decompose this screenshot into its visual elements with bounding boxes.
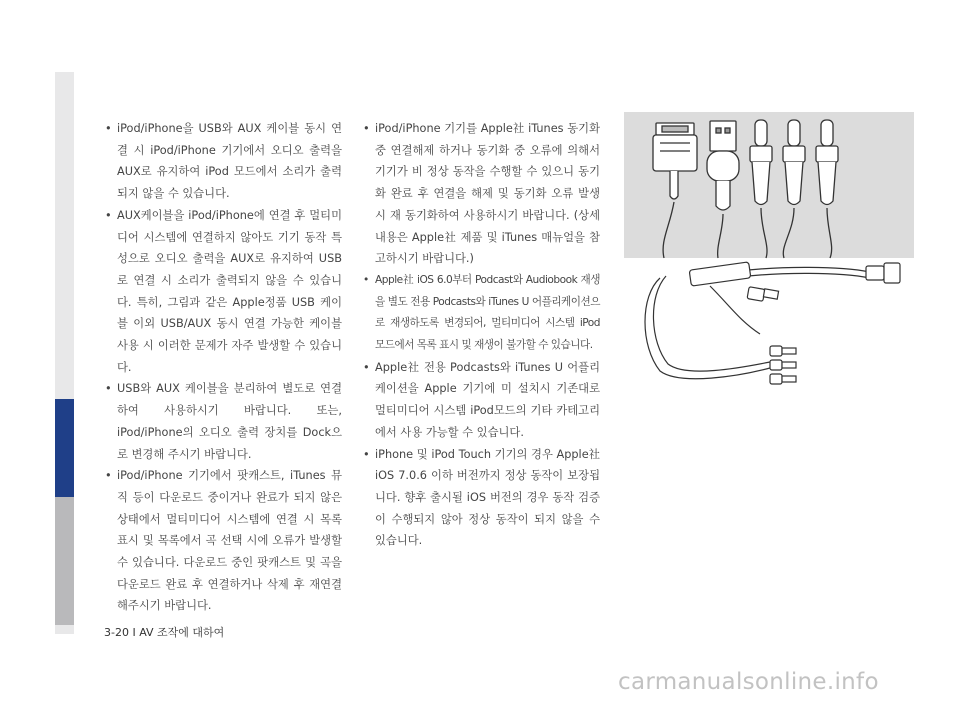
ipod-usb-av-cable-icon: [620, 106, 920, 416]
chapter-tab-next: [55, 497, 74, 625]
right-bullet-1: • iPod/iPhone 기기를 Apple社 iTunes 동기화 중 연결해제 하거나 동기화 중 오류에 의해서 기기가 비 정상 동작을 수행할 수 있으니 동기화 완료 후 연결을 해제 및 동기화 오류 발생시 재 동기화하여 사용하시기 바랍니다. (상세 내용은 Apple社 제품 및 iTunes 매뉴얼을 참고하시기 바랍니다.): [362, 118, 600, 270]
left-bullet-3: • USB와 AUX 케이블을 분리하여 별도로 연결하여 사용하시기 바랍니다. 또는, iPod/iPhone의 오디오 출력 장치를 Dock으로 변경해 주시기 바랍니다.: [104, 378, 342, 465]
chapter-tab-active: [55, 399, 74, 497]
left-bullet-list: [104, 118, 342, 617]
right-bullet-list: [362, 118, 600, 552]
page-footer: 3-20 I AV 조작에 대하여: [104, 626, 225, 639]
right-bullet-2: • Apple社 iOS 6.0부터 Podcast와 Audiobook 재생을 별도 전용 Podcasts와 iTunes U 어플리케이션으로 재생하도록 변경되어, 멀티미디어 시스템 iPod 모드에서 목록 표시 및 재생이 불가할 수 있습니다.: [362, 270, 600, 357]
left-column: [104, 118, 342, 617]
left-bullet-4: • iPod/iPhone 기기에서 팟캐스트, iTunes 뮤직 등이 다운로드 중이거나 완료가 되지 않은 상태에서 멀티미디어 시스템에 연결 시 목록 표시 및 목록에서 곡 선택 시에 오류가 발생할 수 있습니다. 다운로드 중인 팟캐스트 및 곡을 다운로드 완료 후 연결하거나 삭제 후 재연결 해주시기 바랍니다.: [104, 465, 342, 617]
left-bullet-1: • iPod/iPhone을 USB와 AUX 케이블 동시 연결 시 iPod/iPhone 기기에서 오디오 출력을 AUX로 유지하여 iPod 모드에서 소리가 출력되지 않을 수 있습니다.: [104, 118, 342, 205]
right-bullet-3: • Apple社 전용 Podcasts와 iTunes U 어플리케이션을 Apple 기기에 미 설치시 기존대로 멀티미디어 시스템 iPod모드의 기타 카테고리에서 사용 가능할 수 있습니다.: [362, 357, 600, 444]
watermark: carmanualsonline.info: [618, 669, 879, 695]
left-bullet-2: • AUX케이블을 iPod/iPhone에 연결 후 멀티미디어 시스템에 연결하지 않아도 기기 동작 특성으로 오디오 출력을 AUX로 유지하여 USB로 연결 시 소리가 출력되지 않을 수 있습니다. 특히, 그림과 같은 Apple정품 USB 케이블 이외 USB/AUX 동시 연결 가능한 케이블 사용 시 이러한 문제가 자주 발생할 수 있습니다.: [104, 205, 342, 379]
cable-illustration: [620, 106, 920, 416]
side-index-bar: [55, 72, 74, 634]
right-bullet-4: • iPhone 및 iPod Touch 기기의 경우 Apple社 iOS 7.0.6 이하 버전까지 정상 동작이 보장됩니다. 향후 출시될 iOS 버전의 경우 동작 검증이 수행되지 않아 정상 동작이 되지 않을 수 있습니다.: [362, 444, 600, 553]
right-column: [362, 118, 600, 552]
